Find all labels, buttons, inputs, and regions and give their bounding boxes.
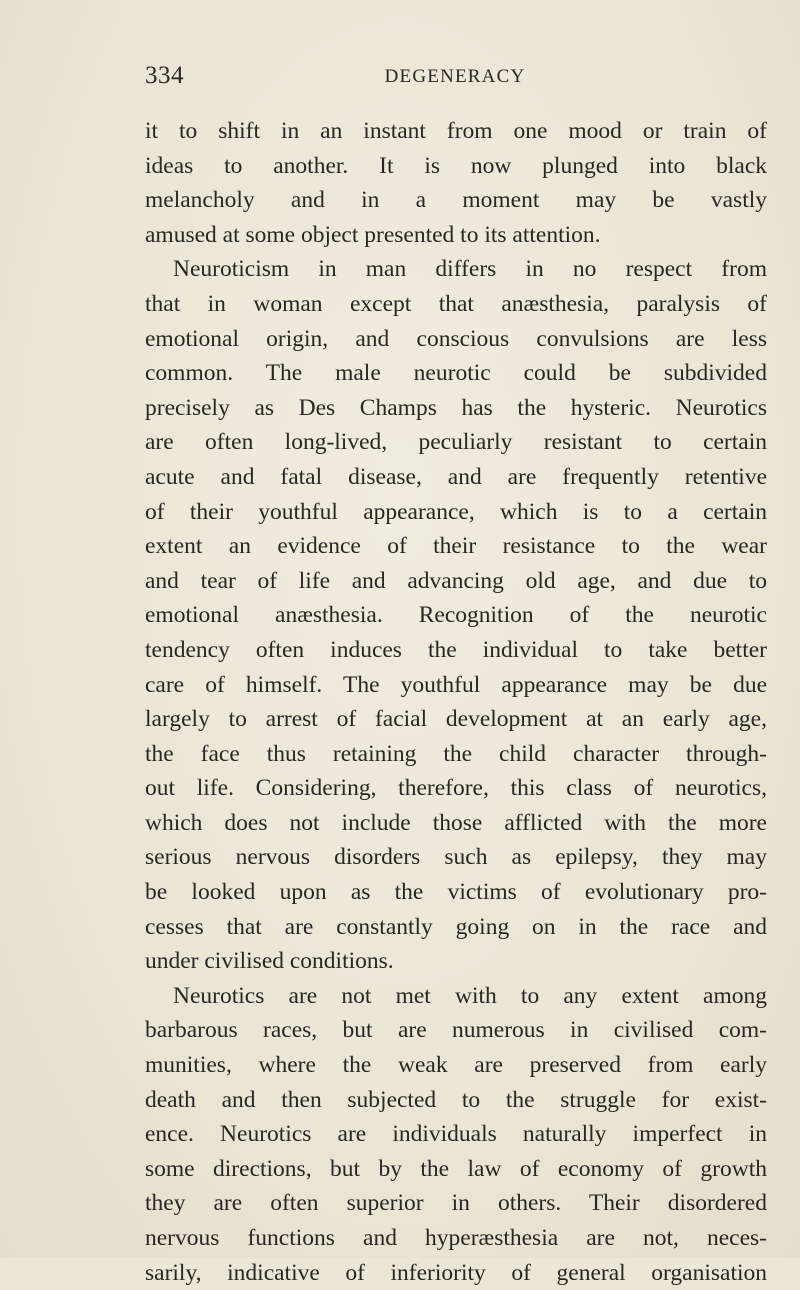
- page-number: 334: [145, 62, 184, 89]
- text-line: care of himself. The youthful appearance may be due: [145, 671, 767, 698]
- text-line: common. The male neurotic could be subdivided: [145, 360, 767, 387]
- text-line: amused at some object presented to its attention.: [145, 221, 601, 248]
- text-line: munities, where the weak are preserved from early: [145, 1052, 767, 1079]
- text-line: barbarous races, but are numerous in civilised com-: [145, 1017, 767, 1044]
- text-line: largely to arrest of facial development at an early age,: [145, 706, 767, 733]
- text-line: some directions, but by the law of economy of growth: [145, 1155, 767, 1182]
- text-line: of their youthful appearance, which is to a certain: [145, 498, 767, 525]
- text-line: Neuroticism in man differs in no respect from: [173, 256, 767, 283]
- text-line: emotional anæsthesia. Recognition of the neurotic: [145, 602, 767, 629]
- text-line: nervous functions and hyperæsthesia are not, neces-: [145, 1225, 767, 1251]
- text-line: it to shift in an instant from one mood or train of: [145, 118, 767, 144]
- text-line: they are often superior in others. Their disordered: [145, 1190, 767, 1217]
- text-line: melancholy and in a moment may be vastly: [145, 187, 767, 214]
- text-line: sarily, indicative of inferiority of general organisation: [145, 1259, 767, 1286]
- text-line: extent an evidence of their resistance to the wear: [145, 533, 767, 560]
- text-line: ideas to another. It is now plunged into black: [145, 152, 767, 179]
- text-line: ence. Neurotics are individuals naturally imperfect in: [145, 1121, 767, 1148]
- text-line: tendency often induces the individual to take better: [145, 636, 767, 663]
- text-line: that in woman except that anæsthesia, paralysis of: [145, 290, 767, 317]
- text-line: precisely as Des Champs has the hysteric. Neurotics: [145, 394, 767, 421]
- text-line: out life. Considering, therefore, this class of neurotics,: [145, 775, 767, 802]
- text-line: cesses that are constantly going on in the race and: [145, 913, 767, 940]
- text-line: death and then subjected to the struggle for exist-: [145, 1086, 767, 1113]
- text-line: Neurotics are not met with to any extent among: [173, 982, 767, 1009]
- running-head: [145, 62, 745, 92]
- body-text: [145, 114, 767, 1290]
- text-line: are often long-lived, peculiarly resistant to certain: [145, 429, 767, 456]
- text-line: the face thus retaining the child character through-: [145, 740, 767, 767]
- text-line: which does not include those afflicted with the more: [145, 809, 767, 836]
- text-line: serious nervous disorders such as epilepsy, they may: [145, 844, 767, 871]
- text-line: and tear of life and advancing old age, and due to: [145, 567, 767, 594]
- text-line: be looked upon as the victims of evolutionary pro-: [145, 879, 767, 906]
- text-line: acute and fatal disease, and are frequently retentive: [145, 463, 767, 490]
- text-line: emotional origin, and conscious convulsions are less: [145, 325, 767, 352]
- text-line: under civilised conditions.: [145, 948, 394, 975]
- running-title: DEGENERACY: [384, 66, 526, 87]
